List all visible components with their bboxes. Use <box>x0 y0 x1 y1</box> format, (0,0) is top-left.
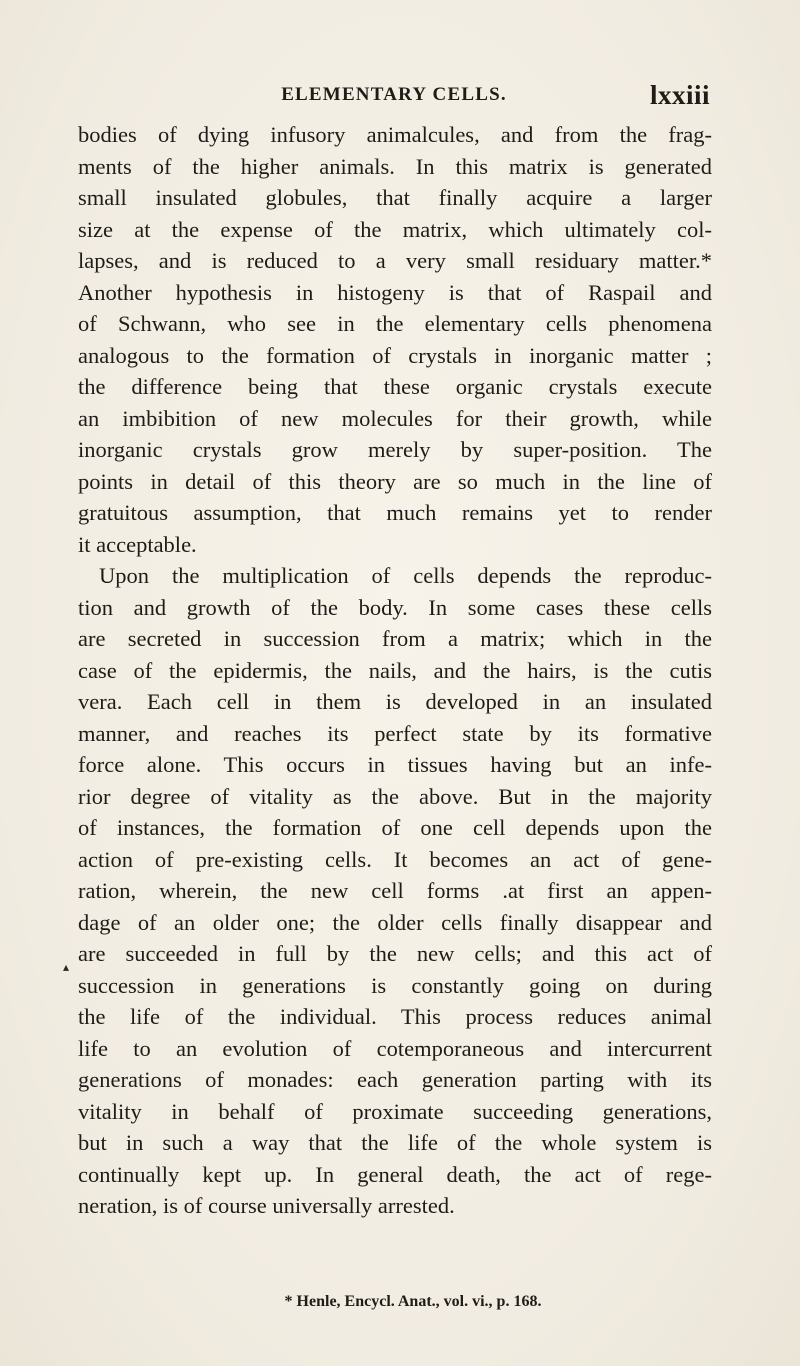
text-line: force alone. This occurs in tissues having but an infe- <box>78 752 712 777</box>
text-line: life to an evolution of cotemporaneous and intercurrent <box>78 1035 712 1061</box>
margin-speck-mark: ▴ <box>63 960 70 974</box>
text-line: gratuitous assumption, that much remains yet to render <box>78 500 712 525</box>
text-line: size at the expense of the matrix, which ultimately col- <box>78 216 712 242</box>
footnote: * Henle, Encycl. Anat., vol. vi., p. 168. <box>284 1293 542 1310</box>
text-line: dage of an older one; the older cells finally disappear and <box>78 909 712 935</box>
text-line: analogous to the formation of crystals in inorganic matter ; <box>78 342 712 368</box>
text-line: Another hypothesis in histogeny is that of Raspail and <box>78 279 712 305</box>
body-text <box>78 119 712 1222</box>
text-line: are secreted in succession from a matrix; which in the <box>78 626 712 651</box>
text-line: tion and growth of the body. In some cases these cells <box>78 594 712 620</box>
text-line: bodies of dying infusory animalcules, and from the frag- <box>78 122 712 147</box>
text-line: but in such a way that the life of the whole system is <box>78 1130 712 1155</box>
text-line: an imbibition of new molecules for their growth, while <box>78 405 712 431</box>
text-line: lapses, and is reduced to a very small residuary matter.* <box>78 248 712 273</box>
text-line: rior degree of vitality as the above. But in the majority <box>78 783 712 809</box>
text-line: the difference being that these organic crystals execute <box>78 374 712 399</box>
text-line: case of the epidermis, the nails, and the hairs, is the cutis <box>78 657 712 683</box>
text-line: action of pre-existing cells. It becomes an act of gene- <box>78 846 712 872</box>
running-head <box>78 80 710 110</box>
text-line: of instances, the formation of one cell depends upon the <box>78 815 712 840</box>
text-line: continually kept up. In general death, the act of rege- <box>78 1161 712 1187</box>
running-title: ELEMENTARY CELLS. <box>281 84 507 105</box>
text-line: manner, and reaches its perfect state by its formative <box>78 720 712 746</box>
text-line: points in detail of this theory are so much in the line of <box>78 468 712 494</box>
text-line: it acceptable. <box>78 531 197 557</box>
text-line: inorganic crystals grow merely by super-position. The <box>78 437 712 462</box>
text-line: succession in generations is constantly going on during <box>78 972 712 998</box>
text-line: the life of the individual. This process reduces animal <box>78 1004 712 1029</box>
text-line: neration, is of course universally arrested. <box>78 1193 455 1218</box>
text-line: small insulated globules, that finally acquire a larger <box>78 185 712 210</box>
text-line: vera. Each cell in them is developed in an insulated <box>78 689 712 714</box>
text-line: generations of monades: each generation parting with its <box>78 1067 712 1092</box>
page-number: lxxiii <box>649 80 710 110</box>
text-line: ration, wherein, the new cell forms .at first an appen- <box>78 878 712 903</box>
text-line: are succeeded in full by the new cells; and this act of <box>78 941 712 966</box>
text-line: ments of the higher animals. In this matrix is generated <box>78 153 712 179</box>
text-line: vitality in behalf of proximate succeeding generations, <box>78 1098 712 1124</box>
text-line: Upon the multiplication of cells depends the reproduc- <box>99 563 712 588</box>
text-line: of Schwann, who see in the elementary cells phenomena <box>78 311 712 336</box>
